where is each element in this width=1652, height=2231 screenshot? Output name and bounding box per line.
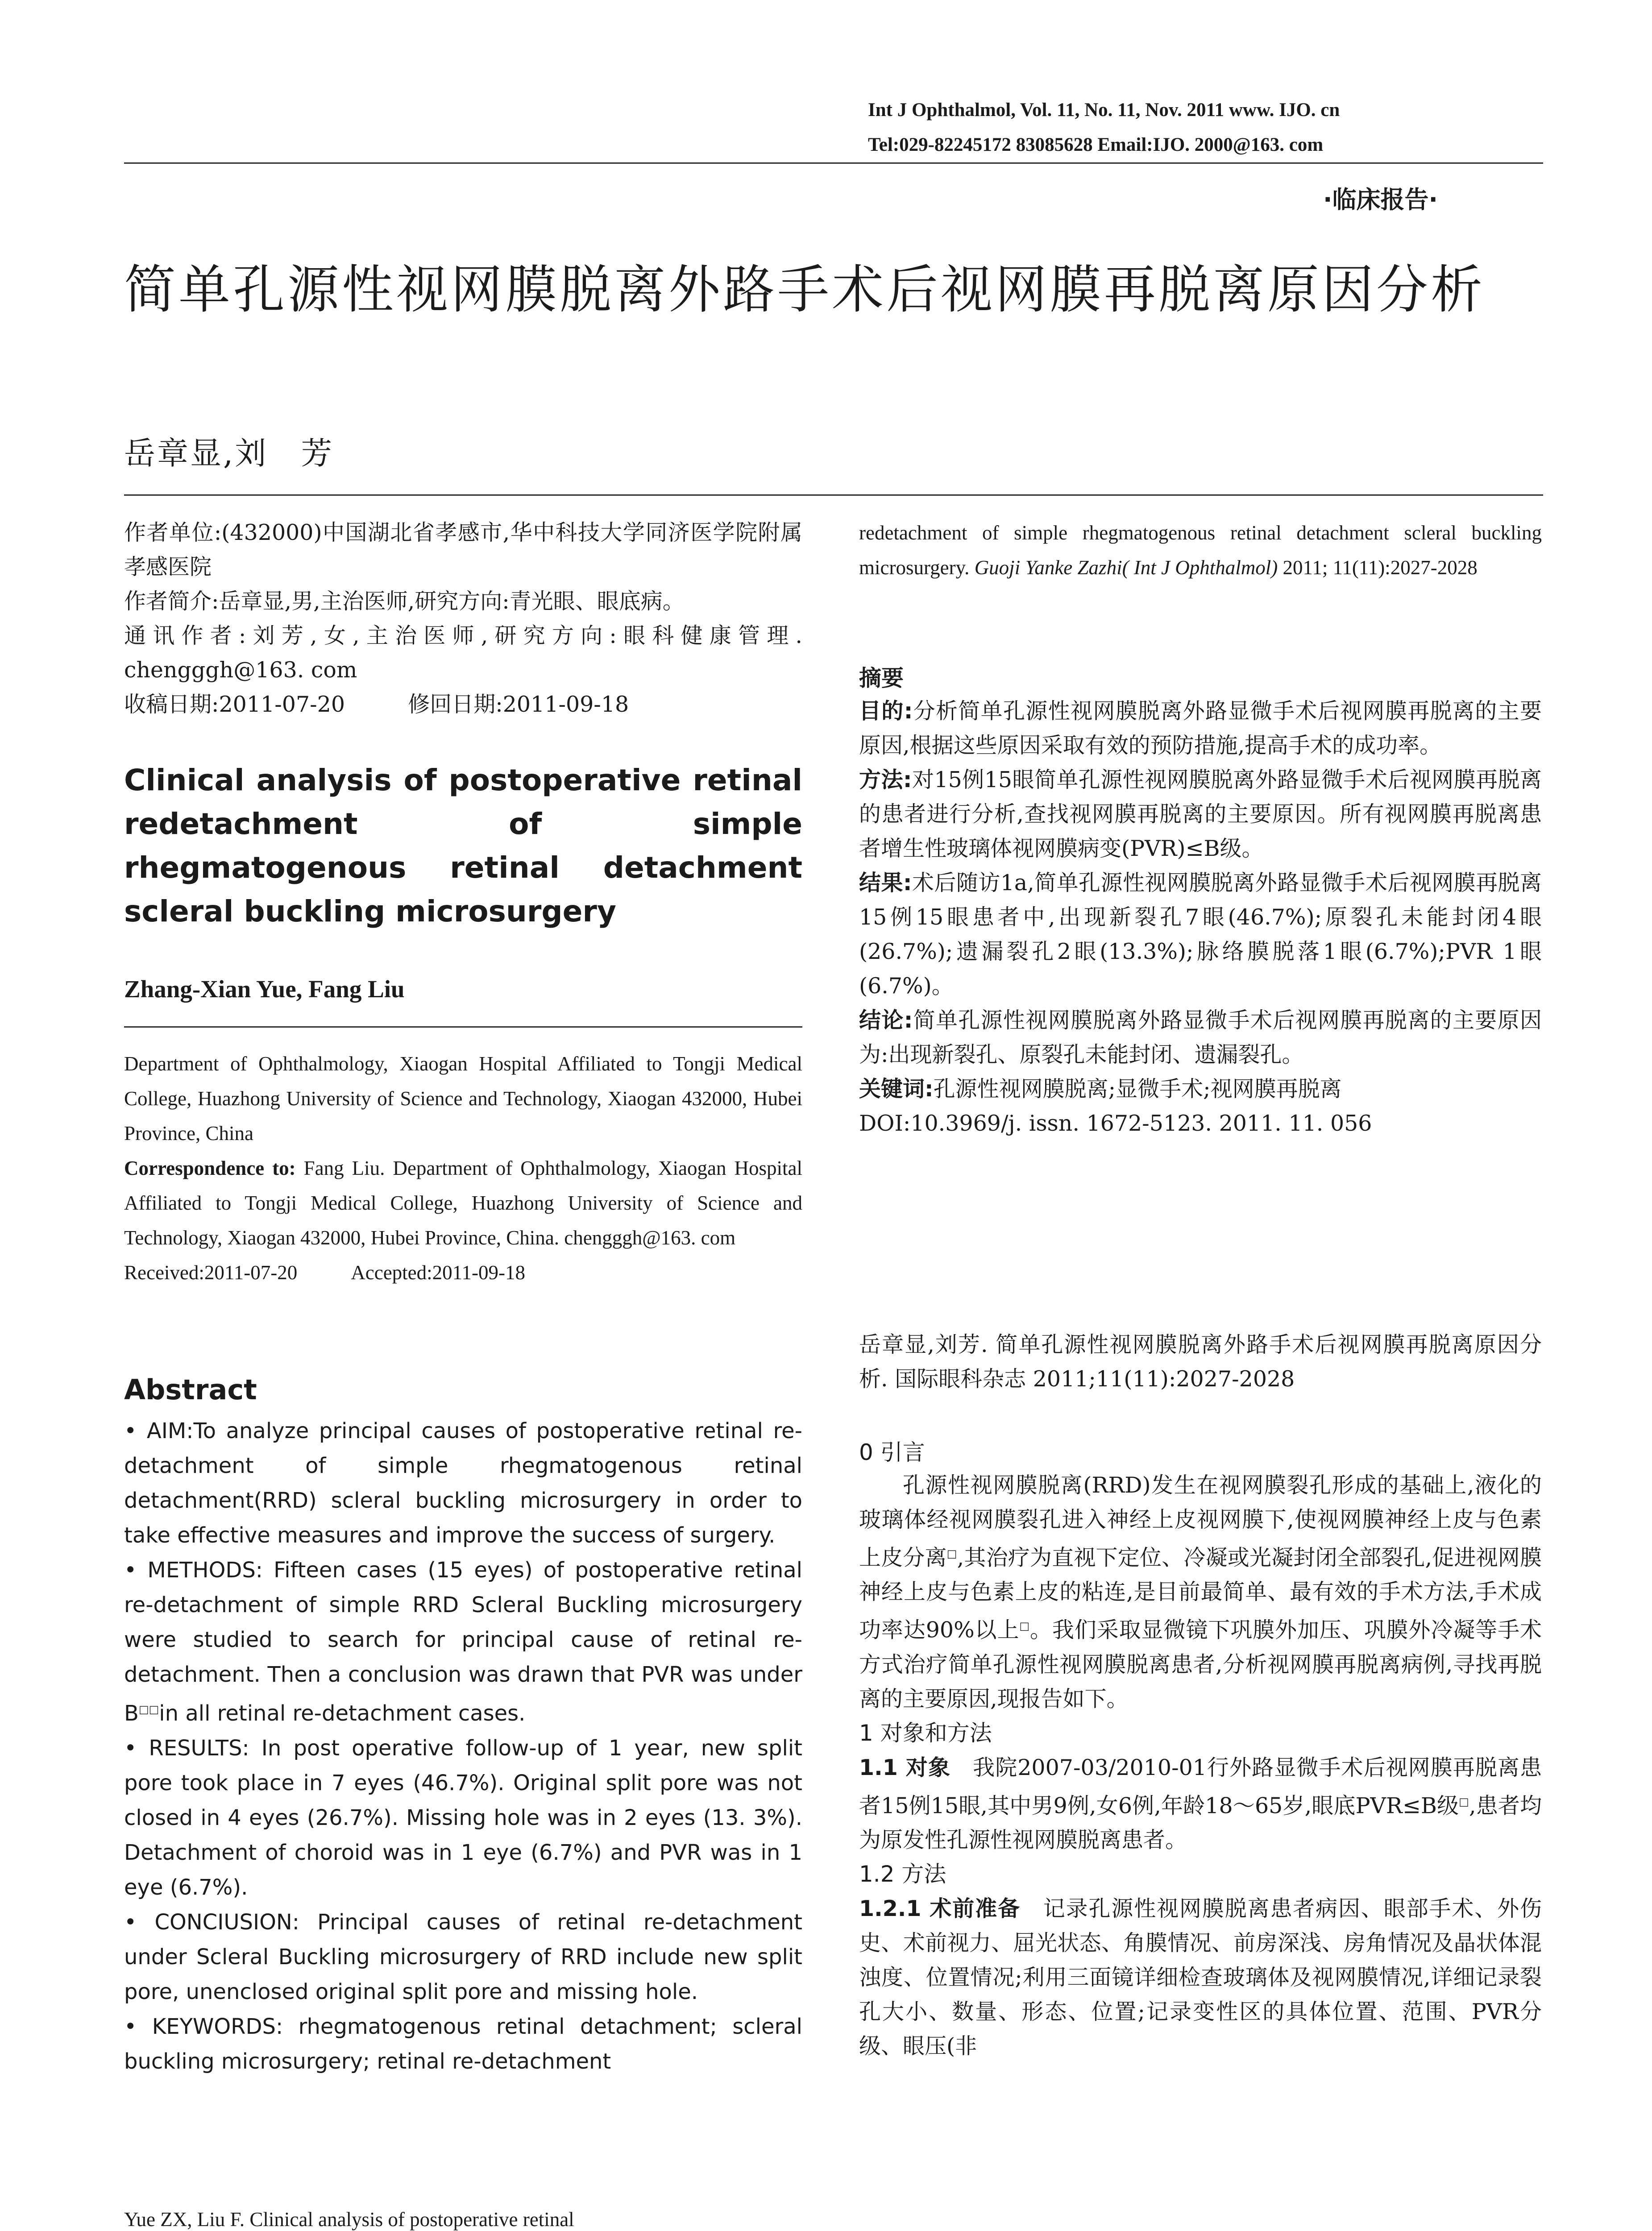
correspondence-en — [124, 1151, 802, 1255]
affiliation-en: Department of Ophthalmology, Xiaogan Hospital Affiliated to Tongji Medical College, Huazhong University of Science and Technology, Xiaogan 432000, Hubei Province, China — [124, 1053, 802, 1145]
citation-en-start: Yue ZX, Liu F. Clinical analysis of postoperative retinal — [124, 2208, 574, 2231]
ref-mark-1: □ — [946, 1547, 957, 1560]
doi: DOI:10.3969/j. issn. 1672-5123. 2011. 11. 056 — [859, 1111, 1372, 1136]
abstract-heading: Abstract — [124, 1373, 257, 1406]
citation-en-cont — [859, 515, 1542, 585]
zh-keywords — [859, 1072, 1542, 1106]
abstract-body — [124, 1414, 802, 2079]
abstract-methods-tail: in all retinal re-detachment cases. — [159, 1701, 526, 1726]
dates-cn — [124, 687, 802, 722]
citation-cn: 岳章显,刘芳. 简单孔源性视网膜脱离外路手术后视网膜再脱离原因分析. 国际眼科杂志 2011;11(11):2027-2028 — [859, 1332, 1542, 1392]
zh-results — [859, 866, 1542, 1003]
section-1-1-text: 我院2007-03/2010-01行外路显微手术后视网膜再脱离患者15例15眼,其中男9例,女6例,年龄18～65岁,眼底PVR≤B级 — [859, 1754, 1542, 1818]
zh-keywords-label: 关键词: — [859, 1076, 934, 1102]
english-authors: Zhang-Xian Yue, Fang Liu — [124, 975, 405, 1003]
correspondence-cn: 通讯作者:刘芳,女,主治医师,研究方向:眼科健康管理. chengggh@163. com — [124, 623, 802, 683]
intro-text-2: ,其治疗为直视下定位、冷凝或光凝封闭全部裂孔,促进视网膜神经上皮与色素上皮的粘连,是目前最简单、最有效的手术方法,手术成功率达90%以上 — [859, 1545, 1542, 1643]
abstract-results: • RESULTS: In post operative follow-up of 1 year, new split pore took place in 7 eyes (46.7%). Original split pore was not closed in 4 eyes (26.7%). Missing hole was in 2 eyes (13. 3%). Detachment of choroid was in 1 eye (6.7%) and PVR was in 1 eye (6.7%). — [124, 1736, 802, 1900]
journal-contact: Tel:029-82245172 83085628 Email:IJO. 2000@163. com — [868, 134, 1324, 155]
correspondence-text: Fang Liu. Department of Ophthalmology, Xiaogan Hospital Affiliated to Tongji Medical College, Huazhong University of Science and Technology, Xiaogan 432000, Hubei Province, China. chengggh@163. com — [124, 1157, 802, 1249]
citation-en-part1: redetachment of simple rhegmatogenous retinal detachment scleral buckling microsurgery. — [859, 522, 1542, 579]
section-1-1 — [859, 1750, 1542, 1857]
ref-mark-2: □ — [1019, 1620, 1030, 1633]
zh-conclusion-label: 结论: — [859, 1008, 913, 1033]
section-1-1-tail: ,患者均为原发性孔源性视网膜脱离患者。 — [859, 1792, 1542, 1853]
author-info — [124, 515, 802, 722]
section-1-2-heading: 1.2 方法 — [859, 1861, 946, 1887]
zh-results-text: 术后随访1a,简单孔源性视网膜脱离外路显微手术后视网膜再脱离15例15眼患者中,出现新裂孔7眼(46.7%);原裂孔未能封闭4眼(26.7%);遗漏裂孔2眼(13.3%);脉络膜脱落1眼(6.7%);PVR 1眼(6.7%)。 — [859, 870, 1542, 999]
abstract-conclusion: • CONCIUSION: Principal causes of retinal re-detachment under Scleral Buckling microsurgery of RRD include new split pore, unenclosed original split pore and missing hole. — [124, 1910, 802, 2004]
journal-header: Int J Ophthalmol, Vol. 11, No. 11, Nov. 2011 www. IJO. cn — [868, 100, 1340, 120]
zh-objective-label: 目的: — [859, 698, 913, 724]
page-title: 简单孔源性视网膜脱离外路手术后视网膜再脱离原因分析 — [124, 260, 1485, 320]
header-rule — [124, 162, 1543, 164]
section-tag: ·临床报告· — [1323, 186, 1438, 214]
citation-en-part2: 2011; 11(11):2027-2028 — [1278, 556, 1478, 579]
english-affiliation — [124, 1046, 802, 1290]
zh-results-label: 结果: — [859, 870, 912, 896]
english-title: Clinical analysis of postoperative retinal redetachment of simple rhegmatogenous retinal detachment scleral buckling microsurgery — [124, 763, 802, 929]
ref-mark-3: □ — [1459, 1795, 1469, 1808]
zh-abstract-body — [859, 694, 1542, 1140]
zh-objective-text: 分析简单孔源性视网膜脱离外路显微手术后视网膜再脱离的主要原因,根据这些原因采取有效的预防措施,提高手术的成功率。 — [859, 698, 1542, 758]
abstract-methods-text: • METHODS: Fifteen cases (15 eyes) of postoperative retinal re-detachment of simple RRD Scleral Buckling microsurgery were studied to search for principal cause of retinal re-detachment. Then a conclusion was drawn that PVR was under B — [124, 1558, 802, 1726]
section-1-2-1-label: 1.2.1 术前准备 — [859, 1895, 1021, 1921]
zh-conclusion — [859, 1003, 1542, 1072]
revised-date-cn: 修回日期:2011-09-18 — [408, 692, 629, 717]
zh-abstract-heading: 摘要 — [859, 665, 904, 691]
citation-journal: Guoji Yanke Zazhi( Int J Ophthalmol) — [974, 556, 1278, 579]
abstract-aim: • AIM:To analyze principal causes of postoperative retinal re-detachment of simple rhegmatogenous retinal detachment(RRD) scleral buckling microsurgery in order to take effective measures and improve the success of surgery. — [124, 1418, 802, 1548]
received-date-cn: 收稿日期:2011-07-20 — [124, 692, 345, 717]
abstract-methods — [124, 1553, 802, 1731]
zh-conclusion-text: 简单孔源性视网膜脱离外路显微手术后视网膜再脱离的主要原因为:出现新裂孔、原裂孔未能封闭、遗漏裂孔。 — [859, 1008, 1542, 1067]
correspondence-label: Correspondence to: — [124, 1157, 296, 1179]
intro-paragraph — [859, 1468, 1542, 1716]
section-1-1-label: 1.1 对象 — [859, 1754, 951, 1780]
main-text — [859, 1468, 1542, 2063]
zh-methods-label: 方法: — [859, 767, 912, 792]
affil-rule — [124, 1026, 802, 1028]
intro-heading: 0 引言 — [859, 1439, 925, 1465]
authors-cn: 岳章显,刘 芳 — [124, 435, 334, 472]
dates-en — [124, 1255, 802, 1290]
abstract-keywords: • KEYWORDS: rhegmatogenous retinal detachment; scleral buckling microsurgery; retinal re-detachment — [124, 2014, 802, 2074]
zh-methods-text: 对15例15眼简单孔源性视网膜脱离外路显微手术后视网膜再脱离的患者进行分析,查找视网膜再脱离的主要原因。所有视网膜再脱离患者增生性玻璃体视网膜病变(PVR)≤B级。 — [859, 767, 1542, 861]
section-1-2-1 — [859, 1891, 1542, 2063]
intro-text-1: 孔源性视网膜脱离(RRD)发生在视网膜裂孔形成的基础上,液化的玻璃体经视网膜裂孔进入神经上皮视网膜下,使视网膜神经上皮与色素上皮分离 — [859, 1472, 1542, 1571]
intro-text-3: 。我们采取显微镜下巩膜外加压、巩膜外冷凝等手术方式治疗简单孔源性视网膜脱离患者,分析视网膜再脱离病例,寻找再脱离的主要原因,现报告如下。 — [859, 1617, 1542, 1712]
title-rule — [124, 494, 1543, 496]
accepted-date-en: Accepted:2011-09-18 — [351, 1261, 525, 1284]
author-affiliation-cn: 作者单位:(432000)中国湖北省孝感市,华中科技大学同济医学院附属孝感医院 — [124, 520, 802, 580]
zh-keywords-text: 孔源性视网膜脱离;显微手术;视网膜再脱离 — [933, 1076, 1342, 1102]
zh-objective — [859, 694, 1542, 763]
author-bio-cn: 作者简介:岳章显,男,主治医师,研究方向:青光眼、眼底病。 — [124, 589, 685, 614]
section-1-heading: 1 对象和方法 — [859, 1720, 992, 1746]
received-date-en: Received:2011-07-20 — [124, 1261, 298, 1284]
citation-mark: □□ — [138, 1703, 159, 1716]
zh-methods — [859, 763, 1542, 866]
section-1-2-1-text: 记录孔源性视网膜脱离患者病因、眼部手术、外伤史、术前视力、屈光状态、角膜情况、前房深浅、房角情况及晶状体混浊度、位置情况;利用三面镜详细检查玻璃体及视网膜情况,详细记录裂孔大小、数量、形态、位置;记录变性区的具体位置、范围、PVR分级、眼压(非 — [859, 1895, 1542, 2059]
